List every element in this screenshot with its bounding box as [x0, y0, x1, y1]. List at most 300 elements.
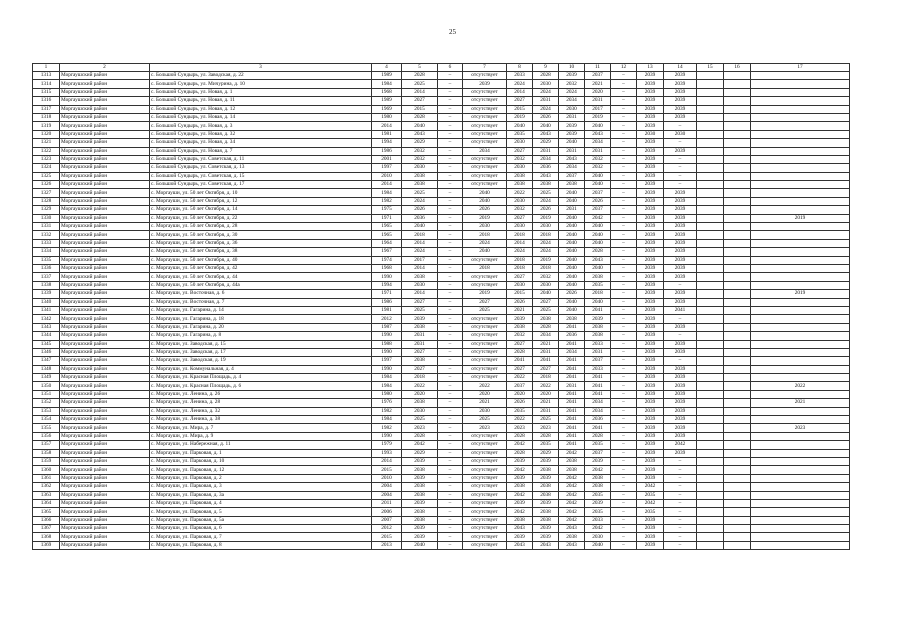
table-cell: – — [438, 147, 463, 155]
table-cell: 2019 — [463, 290, 507, 298]
table-cell: 2027 — [507, 97, 533, 105]
table-cell: 2039 — [664, 432, 697, 440]
table-cell: 2042 — [507, 441, 533, 449]
table-cell: – — [438, 332, 463, 340]
table-cell: 1982 — [372, 407, 402, 415]
table-cell: – — [664, 516, 697, 524]
table-row — [33, 248, 850, 256]
table-cell: с. Моргауши, ул. 50 лет Октября, д. 12 — [150, 197, 372, 205]
table-cell: 2038 — [507, 172, 533, 180]
table-cell: с. Моргауши, ул. Заводская, д. 15 — [150, 340, 372, 348]
table-cell: 2039 — [559, 122, 585, 130]
table-cell: 2036 — [402, 214, 438, 222]
table-cell: 2030 — [463, 223, 507, 231]
table-cell: 2027 — [507, 214, 533, 222]
table-cell: 1319 — [33, 122, 60, 130]
table-cell: 2031 — [585, 97, 611, 105]
table-cell: 2030 — [533, 223, 559, 231]
table-cell: 2039 — [637, 264, 664, 272]
table-cell: 2022 — [507, 189, 533, 197]
table-cell: Моргаушский район — [60, 113, 150, 121]
table-cell: 1997 — [372, 164, 402, 172]
table-cell: Моргаушский район — [60, 223, 150, 231]
table-cell: с. Моргауши, ул. 50 лет Октября, д. 22 — [150, 214, 372, 222]
table-cell: 2039 — [585, 315, 611, 323]
table-cell: – — [438, 281, 463, 289]
table-cell: 2039 — [637, 424, 664, 432]
table-cell: 1362 — [33, 483, 60, 491]
table-cell: – — [438, 139, 463, 147]
table-cell: 2030 — [402, 407, 438, 415]
table-cell: – — [438, 181, 463, 189]
table-cell: 2043 — [559, 155, 585, 163]
table-cell: 1967 — [372, 248, 402, 256]
table-cell: 2040 — [585, 239, 611, 247]
table-cell: Моргаушский район — [60, 516, 150, 524]
table-row — [33, 139, 850, 147]
table-cell: 2034 — [533, 155, 559, 163]
table-cell — [697, 382, 724, 390]
table-cell — [697, 374, 724, 382]
table-cell: – — [438, 432, 463, 440]
table-cell: 2030 — [585, 533, 611, 541]
table-cell: 1965 — [372, 223, 402, 231]
table-cell — [724, 525, 751, 533]
table-cell: 1348 — [33, 365, 60, 373]
table-cell: 2039 — [402, 315, 438, 323]
table-cell: – — [611, 298, 637, 306]
table-cell: – — [611, 340, 637, 348]
table-cell — [697, 416, 724, 424]
table-cell: Моргаушский район — [60, 231, 150, 239]
table-cell — [724, 407, 751, 415]
table-cell: 1329 — [33, 206, 60, 214]
table-cell: 2020 — [533, 390, 559, 398]
table-cell — [751, 181, 850, 189]
table-cell: 1984 — [372, 189, 402, 197]
table-cell: 2039 — [533, 474, 559, 482]
table-cell: 2015 — [507, 290, 533, 298]
table-cell: 2038 — [559, 466, 585, 474]
table-cell: 2038 — [507, 323, 533, 331]
table-cell — [724, 348, 751, 356]
table-cell: 2039 — [637, 80, 664, 88]
table-cell: Моргаушский район — [60, 130, 150, 138]
table-cell — [751, 323, 850, 331]
table-cell: 1338 — [33, 281, 60, 289]
table-cell: 1964 — [372, 239, 402, 247]
table-cell: 1990 — [372, 432, 402, 440]
table-cell — [697, 407, 724, 415]
table-cell: – — [438, 306, 463, 314]
table-cell: 1354 — [33, 416, 60, 424]
table-cell — [751, 365, 850, 373]
table-cell: 2039 — [507, 315, 533, 323]
table-cell — [724, 273, 751, 281]
table-cell — [751, 164, 850, 172]
table-cell: 1994 — [372, 139, 402, 147]
table-cell: 2018 — [507, 231, 533, 239]
table-cell: с. Моргауши, ул. 50 лет Октября, д. 44 — [150, 273, 372, 281]
table-cell: – — [611, 256, 637, 264]
table-cell: – — [611, 357, 637, 365]
table-cell: – — [611, 508, 637, 516]
table-cell: 2034 — [533, 332, 559, 340]
table-row — [33, 105, 850, 113]
table-cell: 2039 — [637, 315, 664, 323]
table-cell: Моргаушский район — [60, 382, 150, 390]
table-cell — [697, 483, 724, 491]
table-cell: 1986 — [372, 147, 402, 155]
table-cell: 1360 — [33, 466, 60, 474]
table-cell: – — [611, 374, 637, 382]
table-cell: 2039 — [664, 323, 697, 331]
table-cell: 2031 — [559, 382, 585, 390]
table-cell: – — [611, 113, 637, 121]
table-cell: Моргаушский район — [60, 155, 150, 163]
table-cell: 2018 — [402, 231, 438, 239]
table-cell: 2041 — [585, 306, 611, 314]
table-cell: – — [611, 407, 637, 415]
table-row — [33, 441, 850, 449]
table-cell: 1984 — [372, 416, 402, 424]
header-cell: 4 — [372, 64, 402, 72]
table-cell — [697, 315, 724, 323]
table-cell: 2039 — [507, 533, 533, 541]
table-cell — [697, 273, 724, 281]
table-cell — [724, 290, 751, 298]
table-cell: 1980 — [372, 113, 402, 121]
table-cell: 2040 — [559, 197, 585, 205]
table-cell: Моргаушский район — [60, 466, 150, 474]
table-cell: 2042 — [637, 483, 664, 491]
header-cell: 9 — [533, 64, 559, 72]
table-cell — [751, 416, 850, 424]
table-cell: Моргаушский район — [60, 80, 150, 88]
table-cell: – — [611, 483, 637, 491]
table-cell: 2035 — [585, 281, 611, 289]
table-cell: 2006 — [372, 508, 402, 516]
table-cell: 2031 — [402, 332, 438, 340]
table-cell: – — [438, 525, 463, 533]
table-cell: – — [438, 155, 463, 163]
table-cell: 2035 — [585, 491, 611, 499]
table-cell: 2041 — [507, 357, 533, 365]
table-row — [33, 323, 850, 331]
table-row — [33, 155, 850, 163]
table-cell: с. Моргауши, ул. Парковая, д. 10 — [150, 457, 372, 465]
table-cell: 2035 — [585, 441, 611, 449]
table-cell: 2030 — [507, 281, 533, 289]
table-cell: отсутствует — [463, 88, 507, 96]
table-cell: Моргаушский район — [60, 390, 150, 398]
table-cell: 1332 — [33, 231, 60, 239]
table-cell: с. Большой Сундырь, ул. Советская, д. 15 — [150, 172, 372, 180]
table-cell: Моргаушский район — [60, 374, 150, 382]
table-cell: с. Большой Сундырь, ул. Советская, д. 17 — [150, 181, 372, 189]
table-cell: 1342 — [33, 315, 60, 323]
table-cell: 2039 — [664, 298, 697, 306]
table-cell — [724, 357, 751, 365]
table-cell: 2022 — [507, 374, 533, 382]
table-cell: 2039 — [402, 474, 438, 482]
table-cell: – — [438, 172, 463, 180]
table-cell: 2039 — [637, 139, 664, 147]
table-cell: 2018 — [533, 374, 559, 382]
table-cell: – — [611, 499, 637, 507]
table-cell: с. Моргауши, ул. Парковая, д. 3 — [150, 483, 372, 491]
table-cell: – — [611, 223, 637, 231]
table-cell — [751, 441, 850, 449]
table-cell: 2023 — [751, 424, 850, 432]
table-cell: 2038 — [402, 516, 438, 524]
table-cell: 1981 — [372, 306, 402, 314]
table-cell: 1315 — [33, 88, 60, 96]
table-cell: – — [438, 105, 463, 113]
header-cell: 7 — [463, 64, 507, 72]
table-cell: 2027 — [507, 273, 533, 281]
table-cell — [724, 248, 751, 256]
table-cell: 2028 — [533, 323, 559, 331]
table-cell: 2018 — [533, 264, 559, 272]
table-cell: 2042 — [402, 441, 438, 449]
table-cell: 2021 — [507, 306, 533, 314]
header-cell: 16 — [724, 64, 751, 72]
table-cell: Моргаушский район — [60, 315, 150, 323]
table-cell: 1322 — [33, 147, 60, 155]
table-cell: Моргаушский район — [60, 264, 150, 272]
table-cell: – — [664, 525, 697, 533]
table-cell — [724, 315, 751, 323]
table-cell — [697, 80, 724, 88]
table-cell: – — [438, 424, 463, 432]
table-cell: отсутствует — [463, 273, 507, 281]
table-cell — [724, 340, 751, 348]
table-cell: 2022 — [533, 382, 559, 390]
table-cell: 2039 — [664, 239, 697, 247]
table-cell: 2039 — [664, 189, 697, 197]
table-cell: 2034 — [559, 164, 585, 172]
table-cell — [724, 155, 751, 163]
table-cell: 2039 — [637, 181, 664, 189]
table-cell: 1343 — [33, 323, 60, 331]
table-cell: 2039 — [637, 348, 664, 356]
table-row — [33, 298, 850, 306]
table-cell: – — [438, 248, 463, 256]
table-cell: отсутствует — [463, 122, 507, 130]
table-cell: 2031 — [402, 340, 438, 348]
table-cell: 2042 — [559, 508, 585, 516]
table-cell: 2035 — [637, 491, 664, 499]
table-cell: отсутствует — [463, 483, 507, 491]
table-cell: 2040 — [559, 298, 585, 306]
table-row — [33, 516, 850, 524]
table-cell: 2043 — [507, 525, 533, 533]
table-cell — [724, 298, 751, 306]
table-cell: 2037 — [507, 382, 533, 390]
table-cell — [751, 273, 850, 281]
table-cell — [697, 508, 724, 516]
table-cell: 2030 — [402, 281, 438, 289]
table-cell: отсутствует — [463, 181, 507, 189]
table-row — [33, 130, 850, 138]
table-cell: 2039 — [637, 306, 664, 314]
table-cell — [697, 105, 724, 113]
table-cell: 2038 — [402, 323, 438, 331]
table-cell: 2041 — [585, 424, 611, 432]
table-cell: 2032 — [507, 206, 533, 214]
table-cell: 2004 — [372, 483, 402, 491]
table-cell — [697, 457, 724, 465]
table-cell: – — [611, 491, 637, 499]
table-cell: 2043 — [533, 130, 559, 138]
table-cell — [724, 374, 751, 382]
table-cell — [697, 223, 724, 231]
table-cell: с. Моргауши, ул. 50 лет Октября, д. 36 — [150, 239, 372, 247]
table-row — [33, 72, 850, 80]
table-cell: 1367 — [33, 525, 60, 533]
table-cell: с. Большой Сундырь, ул. Новая, д. 7 — [150, 147, 372, 155]
table-cell: 2040 — [402, 223, 438, 231]
table-cell: 2039 — [637, 441, 664, 449]
table-cell: 2022 — [402, 382, 438, 390]
table-cell: отсутствует — [463, 499, 507, 507]
table-cell: 2027 — [402, 298, 438, 306]
table-cell: – — [664, 281, 697, 289]
table-cell: 1982 — [372, 197, 402, 205]
table-cell: 2040 — [559, 306, 585, 314]
table-cell: 2039 — [664, 231, 697, 239]
table-cell — [697, 88, 724, 96]
table-cell: Моргаушский район — [60, 197, 150, 205]
table-cell: отсутствует — [463, 374, 507, 382]
table-cell: 1989 — [372, 97, 402, 105]
table-cell: 2024 — [533, 105, 559, 113]
table-cell: 2039 — [664, 72, 697, 80]
table-cell: Моргаушский район — [60, 256, 150, 264]
table-row — [33, 483, 850, 491]
table-cell — [724, 264, 751, 272]
table-cell: 2041 — [533, 357, 559, 365]
table-cell: 2007 — [372, 516, 402, 524]
table-cell: 2034 — [585, 399, 611, 407]
table-cell: с. Моргауши, ул. Парковая, д. 5 — [150, 508, 372, 516]
table-cell — [751, 139, 850, 147]
table-cell: с. Моргауши, ул. Парковая, д. 8 — [150, 541, 372, 549]
table-cell: 2040 — [402, 541, 438, 549]
header-cell: 1 — [33, 64, 60, 72]
table-cell: 2039 — [637, 457, 664, 465]
table-cell: с. Моргауши, ул. Парковая, д. 3а — [150, 491, 372, 499]
table-cell — [724, 139, 751, 147]
table-cell: с. Большой Сундырь, ул. Новая, д. 1 — [150, 88, 372, 96]
table-cell: 2039 — [664, 147, 697, 155]
table-cell — [724, 281, 751, 289]
table-cell: – — [664, 155, 697, 163]
table-cell: 2039 — [664, 105, 697, 113]
table-cell: 1316 — [33, 97, 60, 105]
table-cell: – — [611, 541, 637, 549]
table-row — [33, 432, 850, 440]
table-cell — [751, 197, 850, 205]
table-row — [33, 357, 850, 365]
table-cell — [751, 483, 850, 491]
table-cell: отсутствует — [463, 525, 507, 533]
table-cell — [697, 432, 724, 440]
table-cell: 1347 — [33, 357, 60, 365]
table-cell — [751, 256, 850, 264]
table-cell: – — [611, 399, 637, 407]
table-cell: отсутствует — [463, 541, 507, 549]
table-cell: с. Большой Сундырь, ул. Новая, д. 3 — [150, 122, 372, 130]
table-cell: Моргаушский район — [60, 541, 150, 549]
table-cell: 2034 — [559, 348, 585, 356]
table-cell: 2039 — [637, 273, 664, 281]
table-cell: 2039 — [463, 80, 507, 88]
table-cell: – — [438, 80, 463, 88]
table-cell: Моргаушский район — [60, 239, 150, 247]
table-cell: – — [611, 457, 637, 465]
table-cell — [724, 441, 751, 449]
table-cell: 2041 — [559, 365, 585, 373]
table-cell — [697, 72, 724, 80]
table-cell: с. Моргауши, ул. Парковая, д. 7 — [150, 533, 372, 541]
table-cell: Моргаушский район — [60, 181, 150, 189]
table-cell: 2043 — [507, 541, 533, 549]
table-cell: Моргаушский район — [60, 281, 150, 289]
table-cell — [724, 88, 751, 96]
table-cell: 2031 — [533, 97, 559, 105]
table-cell: 1997 — [372, 357, 402, 365]
table-row — [33, 172, 850, 180]
table-cell: 2015 — [372, 533, 402, 541]
table-cell: 1318 — [33, 113, 60, 121]
table-cell: 2039 — [402, 457, 438, 465]
table-cell — [697, 474, 724, 482]
table-cell: 2039 — [637, 432, 664, 440]
table-cell: отсутствует — [463, 508, 507, 516]
table-cell: – — [664, 122, 697, 130]
table-cell: с. Моргауши, ул. 50 лет Октября, д. 44а — [150, 281, 372, 289]
table-cell: 1994 — [372, 281, 402, 289]
table-cell: 2028 — [402, 432, 438, 440]
table-cell: 2025 — [402, 416, 438, 424]
table-cell: 2018 — [585, 290, 611, 298]
table-cell — [697, 264, 724, 272]
table-cell: – — [611, 239, 637, 247]
table-cell: 2041 — [585, 390, 611, 398]
table-cell — [751, 239, 850, 247]
table-cell — [697, 122, 724, 130]
table-cell: 2038 — [402, 508, 438, 516]
table-cell: – — [438, 290, 463, 298]
table-cell: отсутствует — [463, 97, 507, 105]
table-cell — [724, 231, 751, 239]
table-cell: с. Моргауши, ул. Парковая, д. 5а — [150, 516, 372, 524]
table-cell: 2040 — [559, 256, 585, 264]
table-cell: – — [664, 466, 697, 474]
table-cell — [751, 525, 850, 533]
table-cell: 1990 — [372, 273, 402, 281]
table-cell — [751, 122, 850, 130]
table-cell: 1968 — [372, 264, 402, 272]
table-cell — [697, 340, 724, 348]
table-cell: 2040 — [402, 122, 438, 130]
table-cell — [724, 223, 751, 231]
table-cell: 2039 — [664, 424, 697, 432]
table-cell: с. Большой Сундырь, ул. Новая, д. 34 — [150, 139, 372, 147]
table-cell: Моргаушский район — [60, 499, 150, 507]
